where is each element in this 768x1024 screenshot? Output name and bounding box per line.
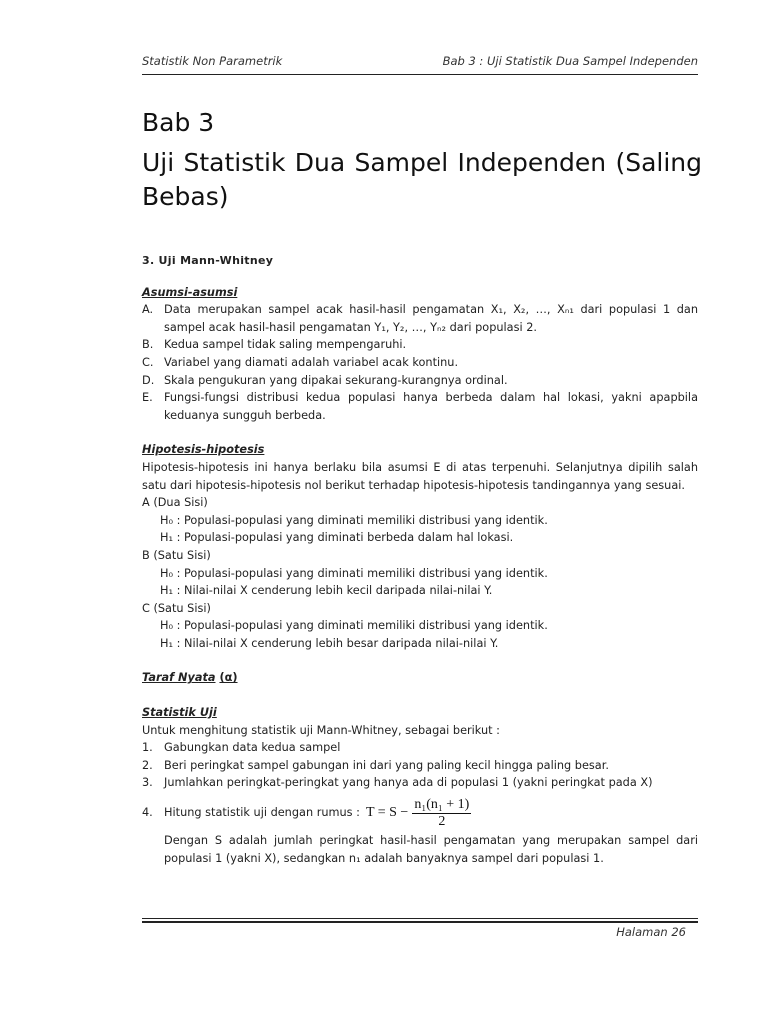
hypothesis-group-c [142,600,698,653]
header-right: Bab 3 : Uji Statistik Dua Sampel Independen [442,54,698,68]
step-item [142,757,698,775]
step-label: 1. [142,741,153,755]
formula-fraction [412,797,471,830]
item-text: Variabel yang diamati adalah variabel acak kontinu. [164,355,459,369]
step-item [142,774,698,792]
header-left: Statistik Non Parametrik [142,54,283,68]
step-item-formula [142,794,698,832]
page-number: Halaman 26 [616,925,686,939]
hypothesis-group-b [142,547,698,600]
taraf-label: Taraf Nyata [142,671,216,685]
step-text: Hitung statistik uji dengan rumus : [164,806,360,820]
h1-row [142,635,698,653]
footer-rule-thick [142,921,698,923]
asumsi-item [142,389,698,424]
header-rule [142,74,698,75]
asumsi-item [142,301,698,336]
formula-denominator: 2 [438,813,446,829]
asumsi-heading: Asumsi-asumsi [142,285,238,299]
h0-row [142,565,698,583]
item-label: E. [142,391,153,405]
step-label: 4. [142,806,153,820]
step-text: Jumlahkan peringkat-peringkat yang hanya ada di populasi 1 (yakni peringkat pada X) [164,776,653,790]
h1-label: H₁ : [160,636,181,650]
h1-text: Nilai-nilai X cenderung lebih kecil daripada nilai-nilai Y. [184,584,493,598]
item-label: B. [142,338,154,352]
item-text: Skala pengukuran yang dipakai sekurang-kurangnya ordinal. [164,373,508,387]
item-text: Kedua sampel tidak saling mempengaruhi. [164,338,407,352]
item-label: D. [142,373,155,387]
h0-label: H₀ : [160,566,181,580]
group-name: C (Satu Sisi) [142,601,211,615]
running-header [142,54,698,68]
h1-text: Nilai-nilai X cenderung lebih besar daripada nilai-nilai Y. [184,636,499,650]
h1-text: Populasi-populasi yang diminati berbeda dalam hal lokasi. [184,531,514,545]
footer-rule [142,918,698,919]
step-text: Beri peringkat sampel gabungan ini dari yang paling kecil hingga paling besar. [164,758,609,772]
step-label: 3. [142,776,153,790]
formula-lhs: T = S − [365,805,409,821]
h0-row [142,617,698,635]
h1-label: H₁ : [160,584,181,598]
h0-text: Populasi-populasi yang diminati memiliki distribusi yang identik. [184,513,548,527]
formula-numerator: n₁(n₁ + 1) [414,796,470,812]
asumsi-item [142,354,698,372]
asumsi-item [142,372,698,390]
asumsi-item [142,336,698,354]
mann-whitney-formula [366,797,471,830]
hipotesis-intro: Hipotesis-hipotesis ini hanya berlaku bila asumsi E di atas terpenuhi. Selanjutnya dipilih salah satu dari hipotesis-hipotesis nol berikut terhadap hipotesis-hipotesis tandingannya yang sesuai. [142,460,698,492]
step-text: Gabungkan data kedua sampel [164,741,341,755]
h0-label: H₀ : [160,513,181,527]
item-text: Data merupakan sampel acak hasil-hasil pengamatan X₁, X₂, …, Xₙ₁ dari populasi 1 dan sampel acak hasil-hasil pengamatan Y₁, Y₂, …, Yₙ₂ dari populasi 2. [164,303,698,334]
alpha-symbol: (α) [219,671,238,685]
step-label: 2. [142,758,153,772]
h0-text: Populasi-populasi yang diminati memiliki distribusi yang identik. [184,566,548,580]
section-heading: 3. Uji Mann-Whitney [142,254,274,267]
step-item [142,739,698,757]
statistik-intro: Untuk menghitung statistik uji Mann-Whitney, sebagai berikut : [142,723,500,737]
formula-explanation: Dengan S adalah jumlah peringkat hasil-hasil pengamatan yang merupakan sampel dari populasi 1 (yakni X), sedangkan n₁ adalah banyaknya sampel dari populasi 1. [164,834,698,865]
chapter-title: Uji Statistik Dua Sampel Independen (Saling Bebas) [142,148,702,211]
h1-row [142,582,698,600]
statistik-heading: Statistik Uji [142,706,217,720]
h0-text: Populasi-populasi yang diminati memiliki distribusi yang identik. [184,619,548,633]
group-name: A (Dua Sisi) [142,496,208,510]
hipotesis-heading: Hipotesis-hipotesis [142,443,265,457]
hypothesis-group-a [142,494,698,547]
h0-label: H₀ : [160,619,181,633]
taraf-nyata-heading [142,669,698,687]
item-label: C. [142,355,154,369]
content [142,252,698,867]
h1-row [142,529,698,547]
item-label: A. [142,303,154,317]
h0-row [142,512,698,530]
chapter-label: Bab 3 [142,108,215,137]
h1-label: H₁ : [160,531,181,545]
group-name: B (Satu Sisi) [142,548,211,562]
item-text: Fungsi-fungsi distribusi kedua populasi hanya berbeda dalam hal lokasi, yakni apapbila keduanya sungguh berbeda. [164,391,698,422]
